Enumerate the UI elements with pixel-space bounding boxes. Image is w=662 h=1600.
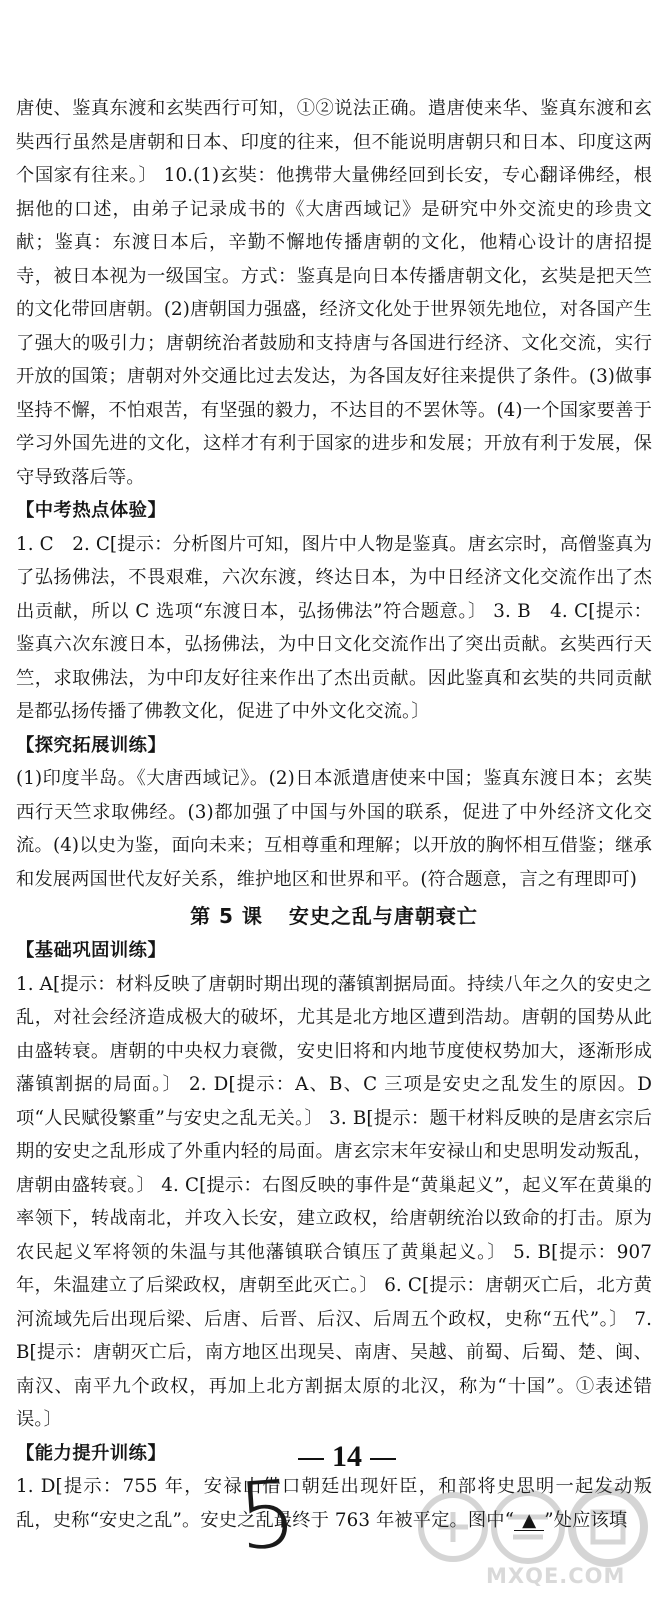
answer-page (16, 92, 652, 1537)
dash-right (370, 1458, 396, 1460)
section-heading-inquiry-extension: 【探究拓展训练】 (16, 734, 167, 756)
section-heading-exam-hotspot: 【中考热点体验】 (16, 500, 167, 521)
handwritten-mark: 5 (234, 1460, 301, 1571)
section-heading-ability-improvement: 【能力提升训练】 (16, 1442, 167, 1464)
answer-text-after-blank: ”处应该填 (544, 1509, 628, 1531)
answer-paragraph-lesson4-q9-q10: 唐使、鉴真东渡和玄奘西行可知，①②说法正确。遣唐使来华、鉴真东渡和玄奘西行虽然是唐朝和日本、印度的往来，但不能说明唐朝只和日本、印度这两个国家有往来。〕 10.(1)玄奘：他携带大量佛经回到长安，专心翻译佛经，根据他的口述，由弟子记录成书的《大唐西域记》是研究中外交流史的珍贵文献；鉴真：东渡日本后，辛勤不懈地传播唐朝的文化，他精心设计的唐招提寺，被日本视为一级国宝。方式：鉴真是向日本传播唐朝文化，玄奘是把天竺的文化带回唐朝。(2)唐朝国力强盛，经济文化处于世界领先地位，对各国产生了强大的吸引力；唐朝统治者鼓励和支持唐与各国进行经济、文化交流，实行开放的国策；唐朝对外交通比过去发达，为各国友好往来提供了条件。(3)做事坚持不懈，不怕艰苦，有坚强的毅力，不达目的不罢休等。(4)一个国家要善于学习外国先进的文化，这样才有利于国家的进步和发展；开放有利于发展，保守导致落后等。 (16, 98, 652, 488)
blank-triangle-icon: ▲ (514, 1512, 544, 1531)
watermark-stamp-icon (408, 1482, 658, 1572)
section-heading-basic-consolidation: 【基础巩固训练】 (16, 940, 167, 961)
answer-paragraph-inquiry-extension: (1)印度半岛。《大唐西域记》。(2)日本派遣唐使来中国；鉴真东渡日本；玄奘西行天竺求取佛经。(3)都加强了中国与外国的联系，促进了中外经济文化交流。(4)以史为鉴，面向未来；互相尊重和理解；以开放的胸怀相互借鉴；继承和发展两国世代友好关系，维护地区和世界和平。(符合题意，言之有理即可) (16, 768, 652, 890)
lesson-number: 第 5 课 (190, 904, 263, 928)
lesson-title (16, 898, 652, 934)
answer-paragraph-exam-hotspot: 1. C 2. C[提示：分析图片可知，图片中人物是鉴真。唐玄宗时，高僧鉴真为了弘扬佛法，不畏艰难，六次东渡，终达日本，为中日经济文化交流作出了杰出贡献，所以 C 选项“东渡日本，弘扬佛法”符合题意。〕 3. B 4. C[提示：鉴真六次东渡日本，弘扬佛法，为中日文化交流作出了突出贡献。玄奘西行天竺，求取佛法，为中印友好往来作出了杰出贡献。因此鉴真和玄奘的共同贡献是都弘扬传播了佛教文化，促进了中外文化交流。〕 (16, 533, 652, 722)
lesson-name: 安史之乱与唐朝衰亡 (288, 904, 478, 928)
answer-text-before-blank: 1. D[提示：755 年，安禄山借口朝廷出现奸臣，和部将史思明一起发动叛乱，史称“安史之乱”。安史之乱最终于 763 年被平定。图中“ (16, 1476, 652, 1531)
watermark-logo (408, 1482, 658, 1594)
watermark-text: MXQE.COM (486, 1564, 626, 1588)
page-number: 14 (290, 1440, 404, 1474)
answer-paragraph-basic-consolidation: 1. A[提示：材料反映了唐朝时期出现的藩镇割据局面。持续八年之久的安史之乱，对社会经济造成极大的破坏，尤其是北方地区遭到浩劫。唐朝的国势从此由盛转衰。唐朝的中央权力衰微，安史旧将和内地节度使权势加大，逐渐形成藩镇割据的局面。〕 2. D[提示：A、B、C 三项是安史之乱发生的原因。D 项“人民赋役繁重”与安史之乱无关。〕 3. B[提示：题干材料反映的是唐玄宗后期的安史之乱形成了外重内轻的局面。唐玄宗末年安禄山和史思明发动叛乱，唐朝由盛转衰。〕 4. C[提示：右图反映的事件是“黄巢起义”，起义军在黄巢的率领下，转战南北，并攻入长安，建立政权，给唐朝统治以致命的打击。原为农民起义军将领的朱温与其他藩镇联合镇压了黄巢起义。〕 5. B[提示：907 年，朱温建立了后梁政权，唐朝至此灭亡。〕 6. C[提示：唐朝灭亡后，北方黄河流域先后出现后梁、后唐、后晋、后汉、后周五个政权，史称“五代”。〕 7. B[提示：唐朝灭亡后，南方地区出现吴、南唐、吴越、前蜀、后蜀、楚、闽、南汉、南平九个政权，再加上北方割据太原的北汉，称为“十国”。①表述错误。〕 (16, 973, 652, 1430)
dash-left (298, 1458, 324, 1460)
